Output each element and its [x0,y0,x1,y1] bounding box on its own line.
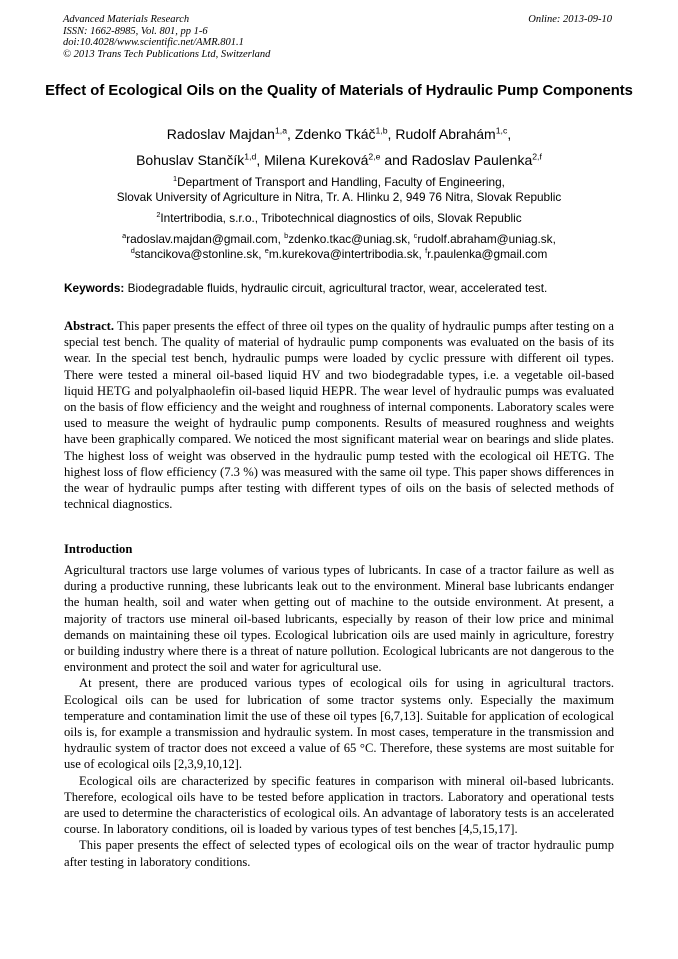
affiliation-2 [40,211,638,226]
author-separator: and [380,152,412,168]
affiliation-text: Slovak University of Agriculture in Nitra, Tr. A. Hlinku 2, 949 76 Nitra, Slovak Republic [116,190,562,204]
author-separator: , [387,126,396,142]
email-link[interactable]: zdenko.tkac@uniag.sk, [288,232,414,246]
issn-line: ISSN: 1662-8985, Vol. 801, pp 1-6 [63,25,208,37]
affiliation-1 [40,175,638,205]
authors-line-1 [40,125,638,143]
email-sup: b [284,231,289,241]
author-sup: 1,d [244,151,257,162]
email-sup: e [264,246,269,256]
email-link[interactable]: stancikova@stonline.sk, [134,247,265,261]
author-separator: , [507,126,512,142]
author-name: Zdenko Tkáč [294,126,376,142]
doi-line[interactable]: doi:10.4028/www.scientific.net/AMR.801.1 [63,37,244,48]
author-sup: 1,b [375,125,388,136]
author-sup: 2,e [368,151,381,162]
online-date: Online: 2013-09-10 [528,14,612,25]
paragraph: Agricultural tractors use large volumes of various types of lubricants. In case of a tractor failure as well as during a productive running, these lubricants leak out to the environment. Mineral base lubricants endanger the human health, soil and water when getting out of machine to the outside environment. At present, a majority of tractors use mineral oil-based lubricants, especially by reason of their low price and minimal demands on maintaining these oil types. Ecological lubrication oils are used mainly in agriculture, forestry or building industry where there is a threat of nature pollution. Ecological lubricants are not dangerous to the environment and protect the soil and water for agricultural use. [64,563,614,675]
keywords-label: Keywords: [64,281,125,295]
introduction-body [64,562,614,870]
journal-header [63,14,270,60]
abstract [64,318,614,512]
author-name: Milena Kureková [264,152,369,168]
affiliation-text: Department of Transport and Handling, Faculty of Engineering, [177,175,505,189]
email-link[interactable]: m.kurekova@intertribodia.sk, [268,247,426,261]
abstract-text: This paper presents the effect of three oil types on the quality of hydraulic pumps after testing on a special test bench. The quality of material of hydraulic pump components was evaluated on the basis of its wear. In the special test bench, hydraulic pumps were loaded by cyclic pressure with different oil types. There were tested a mineral oil-based liquid HV and two biodegradable types, i.e. a vegetable oil-based liquid HETG and polyalphaolefin oil-based liquid HEPR. The wear level of hydraulic pumps was evaluated on the basis of flow efficiency and the weight and roughness of internal components. Laboratory scales were used to measure the weight of hydraulic pump components. Results of measured roughness and weights have been graphically compared. We noticed the most significant material wear on bearings and slide plates. The highest loss of weight was observed in the hydraulic pump tested with the ecological oil HETG. The highest loss of flow efficiency (7.3 %) was measured with the same oil type. This paper shows differences in the wear of hydraulic pumps after testing with different types of oils on the basis of selected methods of technical diagnostics. [64,319,615,512]
author-name: Bohuslav Stančík [136,152,245,168]
email-sup: f [425,246,428,256]
keywords [64,281,619,296]
journal-name: Advanced Materials Research [63,14,190,25]
paragraph: Ecological oils are characterized by specific features in comparison with mineral oil-based lubricants. Therefore, ecological oils have to be tested before application in tractors. Laboratory and operational tests are used to determine the characteristics of ecological oils. An advantage of laboratory tests is an accelerated course. In laboratory conditions, oil is loaded by various types of test benches [4,5,15,17]. [64,773,614,837]
email-link[interactable]: rudolf.abraham@uniag.sk, [417,232,556,246]
author-separator: , [256,152,265,168]
email-sup: c [413,231,418,241]
author-separator: , [287,126,295,142]
author-sup: 1,a [274,125,288,136]
authors-line-2 [40,151,638,169]
section-heading-introduction: Introduction [64,542,133,556]
email-sup: d [130,246,135,256]
author-sup: 2,f [532,151,542,162]
abstract-label: Abstract. [64,319,115,333]
keywords-text: Biodegradable fluids, hydraulic circuit, agricultural tractor, wear, accelerated test. [124,281,548,295]
affiliation-text: Intertribodia, s.r.o., Tribotechnical diagnostics of oils, Slovak Republic [160,211,522,225]
author-emails [40,232,638,262]
email-link[interactable]: radoslav.majdan@gmail.com, [126,232,285,246]
affiliation-sup: 2 [156,210,161,220]
author-sup: 1,c [495,125,508,136]
author-name: Radoslav Majdan [166,126,275,142]
email-sup: a [122,231,127,241]
email-link[interactable]: r.paulenka@gmail.com [427,247,548,261]
affiliation-sup: 1 [173,174,178,184]
author-name: Rudolf Abrahám [395,126,496,142]
copyright-line: © 2013 Trans Tech Publications Ltd, Switzerland [63,48,271,60]
author-name: Radoslav Paulenka [411,152,533,168]
paragraph: At present, there are produced various types of ecological oils for using in agricultural tractors. Ecological oils can be used for lubrication of some tractor systems only. Especially the maximum temperature and contamination limit the use of these oil types [6,7,13]. Suitable for application of ecological oils is, for example a transmission and hydraulic system. In most cases, temperature in the transmission and hydraulic system of tractor does not exceed a value of 65 °C. Therefore, these systems are most suitable for use of ecological oils [2,3,9,10,12]. [64,676,614,772]
paper-title: Effect of Ecological Oils on the Quality of Materials of Hydraulic Pump Components [45,83,633,99]
paragraph: This paper presents the effect of selected types of ecological oils on the wear of tractor hydraulic pump after testing in laboratory conditions. [64,838,614,869]
